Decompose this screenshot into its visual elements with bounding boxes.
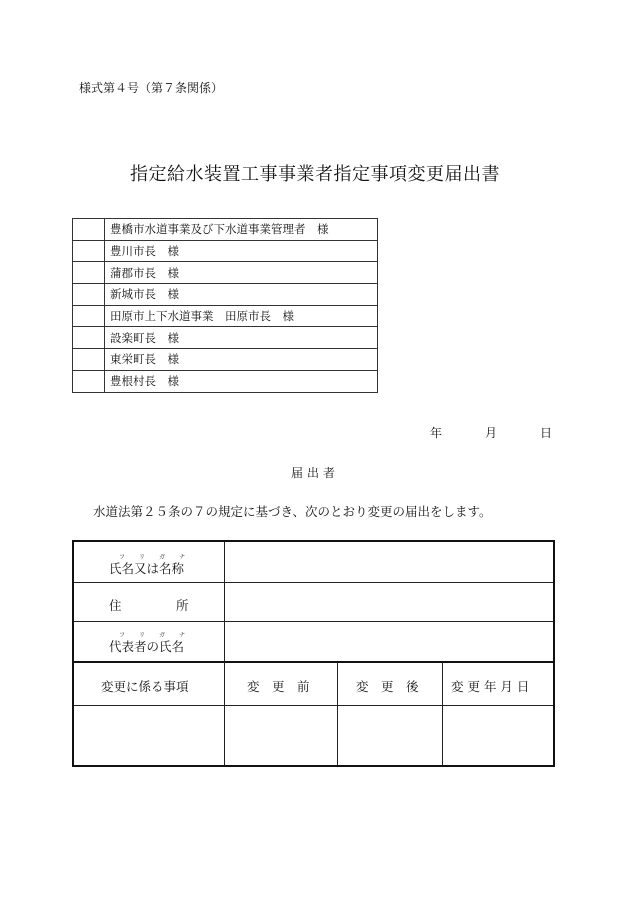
statement-text: 水道法第２５条の７の規定に基づき、次のとおり変更の届出をします。	[93, 504, 492, 519]
section-divider	[74, 661, 553, 663]
name-label: 氏名又は名称	[109, 561, 185, 576]
furigana-char: リ	[139, 632, 146, 639]
addressee-checkbox[interactable]	[73, 240, 105, 262]
addressee-name: 豊根村長 様	[105, 370, 378, 392]
date-day-label: 日	[540, 426, 553, 440]
addressee-row	[73, 370, 378, 392]
change-date-header: 変 更 年 月 日	[451, 679, 530, 694]
notification-form-table	[72, 540, 555, 767]
address-label-first: 住	[109, 598, 122, 613]
representative-field[interactable]	[225, 622, 553, 661]
addressee-checkbox[interactable]	[73, 305, 105, 327]
date-line	[430, 424, 552, 441]
furigana-char: フ	[119, 632, 126, 639]
address-label-second: 所	[176, 598, 189, 613]
date-year-label: 年	[430, 426, 443, 440]
addressee-table	[72, 218, 378, 393]
addressee-checkbox[interactable]	[73, 370, 105, 392]
furigana-char: リ	[139, 554, 146, 561]
name-field[interactable]	[225, 542, 553, 582]
addressee-checkbox[interactable]	[73, 262, 105, 284]
furigana-char: ナ	[179, 632, 186, 639]
before-change-field[interactable]	[225, 706, 337, 765]
after-change-field[interactable]	[338, 706, 442, 765]
addressee-name: 田原市上下水道事業 田原市長 様	[105, 305, 378, 327]
furigana-char: ナ	[179, 554, 186, 561]
representative-label: 代表者の氏名	[109, 639, 185, 654]
form-number: 様式第４号（第７条関係）	[79, 81, 224, 95]
furigana-char: ガ	[159, 554, 166, 561]
notifier-label: 届出者	[290, 466, 339, 480]
address-field[interactable]	[225, 583, 553, 621]
addressee-row	[73, 219, 378, 241]
addressee-row	[73, 284, 378, 306]
addressee-name: 蒲郡市長 様	[105, 262, 378, 284]
addressee-row	[73, 305, 378, 327]
addressee-row	[73, 349, 378, 371]
addressee-row	[73, 262, 378, 284]
after-change-header: 変 更 後	[356, 679, 419, 694]
addressee-row	[73, 240, 378, 262]
furigana-char: ガ	[159, 632, 166, 639]
addressee-row	[73, 327, 378, 349]
addressee-checkbox[interactable]	[73, 284, 105, 306]
document-title: 指定給水装置工事事業者指定事項変更届出書	[130, 164, 500, 185]
addressee-checkbox[interactable]	[73, 349, 105, 371]
addressee-name: 豊川市長 様	[105, 240, 378, 262]
addressee-name: 新城市長 様	[105, 284, 378, 306]
change-item-field[interactable]	[74, 706, 224, 765]
addressee-name: 設楽町長 様	[105, 327, 378, 349]
change-date-field[interactable]	[443, 706, 553, 765]
addressee-checkbox[interactable]	[73, 327, 105, 349]
addressee-name: 東栄町長 様	[105, 349, 378, 371]
change-item-header: 変更に係る事項	[101, 679, 189, 694]
furigana-char: フ	[119, 554, 126, 561]
before-change-header: 変 更 前	[247, 679, 310, 694]
addressee-checkbox[interactable]	[73, 219, 105, 241]
addressee-name: 豊橋市水道事業及び下水道事業管理者 様	[105, 219, 378, 241]
date-month-label: 月	[485, 426, 498, 440]
